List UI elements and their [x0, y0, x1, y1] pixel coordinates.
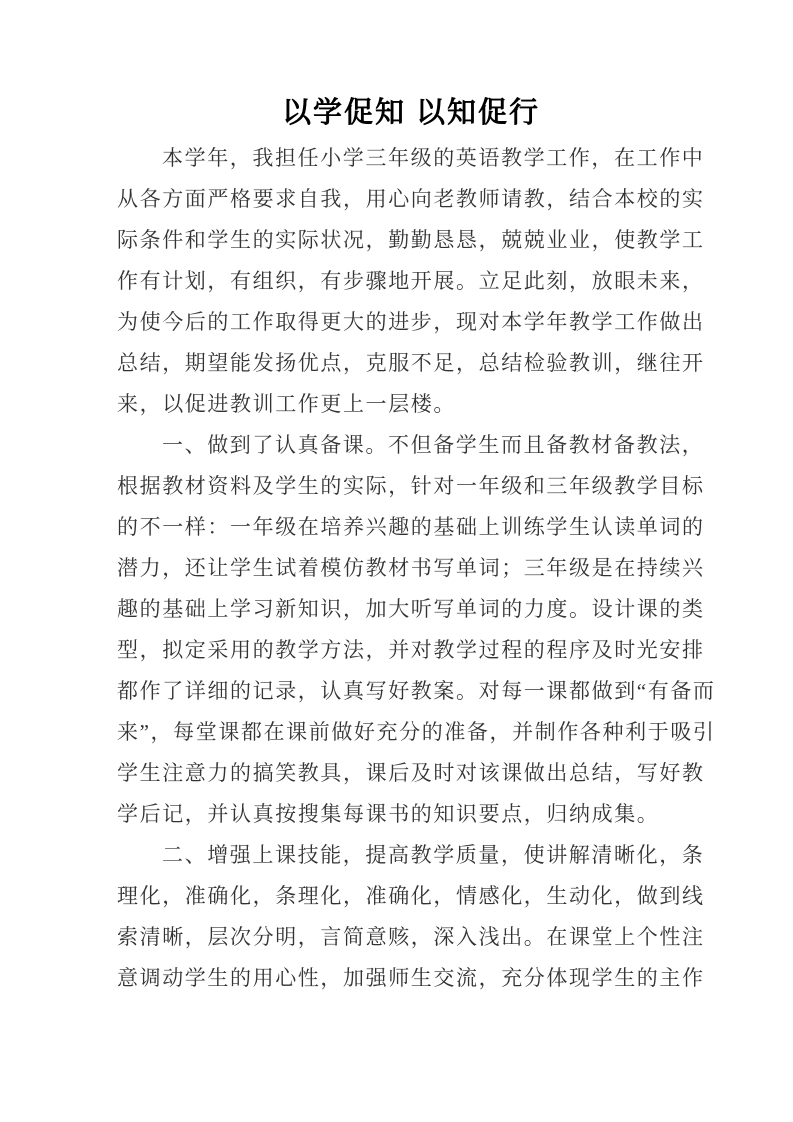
- text-line: 的不一样：一年级在培养兴趣的基础上训练学生认读单词的: [117, 515, 705, 539]
- text-line: 理化，准确化，条理化，准确化，情感化，生动化，做到线: [117, 884, 705, 908]
- text-line: 根据教材资料及学生的实际，针对一年级和三年级教学目标: [117, 474, 705, 498]
- text-line: 学生注意力的搞笑教具，课后及时对该课做出总结，写好教: [117, 761, 705, 785]
- text-line: 索清晰，层次分明，言简意赅，深入浅出。在课堂上个性注: [117, 925, 705, 949]
- document-content: [117, 89, 716, 999]
- text-line: 从各方面严格要求自我，用心向老教师请教，结合本校的实: [117, 187, 705, 211]
- document-title: 以学促知 以知促行: [281, 97, 541, 129]
- paragraph: [117, 425, 716, 835]
- text-line: 际条件和学生的实际状况，勤勤恳恳，兢兢业业，使教学工: [117, 228, 705, 252]
- text-line: 为使今后的工作取得更大的进步，现对本学年教学工作做出: [117, 310, 705, 334]
- paragraph: [117, 138, 705, 425]
- text-line: 二、增强上课技能，提高教学质量，使讲解清晰化，条: [162, 843, 705, 867]
- document-body: [117, 138, 716, 999]
- paragraph: [117, 835, 705, 999]
- text-line: 来”，每堂课都在课前做好充分的准备，并制作各种利于吸引: [117, 720, 716, 744]
- text-line: 一、做到了认真备课。不但备学生而且备教材备教法，: [162, 433, 705, 457]
- text-line: 潜力，还让学生试着模仿教材书写单词；三年级是在持续兴: [117, 556, 705, 580]
- text-line: 来，以促进教训工作更上一层楼。: [117, 392, 456, 416]
- text-line: 总结，期望能发扬优点，克服不足，总结检验教训，继往开: [117, 351, 705, 375]
- text-line: 学后记，并认真按搜集每课书的知识要点，归纳成集。: [117, 802, 660, 826]
- text-line: 型，拟定采用的教学方法，并对教学过程的程序及时光安排: [117, 638, 705, 662]
- text-line: 都作了详细的记录，认真写好教案。对每一课都做到“有备而: [117, 679, 716, 703]
- text-line: 趣的基础上学习新知识，加大听写单词的力度。设计课的类: [117, 597, 705, 621]
- text-line: 意调动学生的用心性，加强师生交流，充分体现学生的主作: [117, 966, 705, 990]
- text-line: 本学年，我担任小学三年级的英语教学工作，在工作中: [162, 146, 705, 170]
- text-line: 作有计划，有组织，有步骤地开展。立足此刻，放眼未来，: [117, 269, 705, 293]
